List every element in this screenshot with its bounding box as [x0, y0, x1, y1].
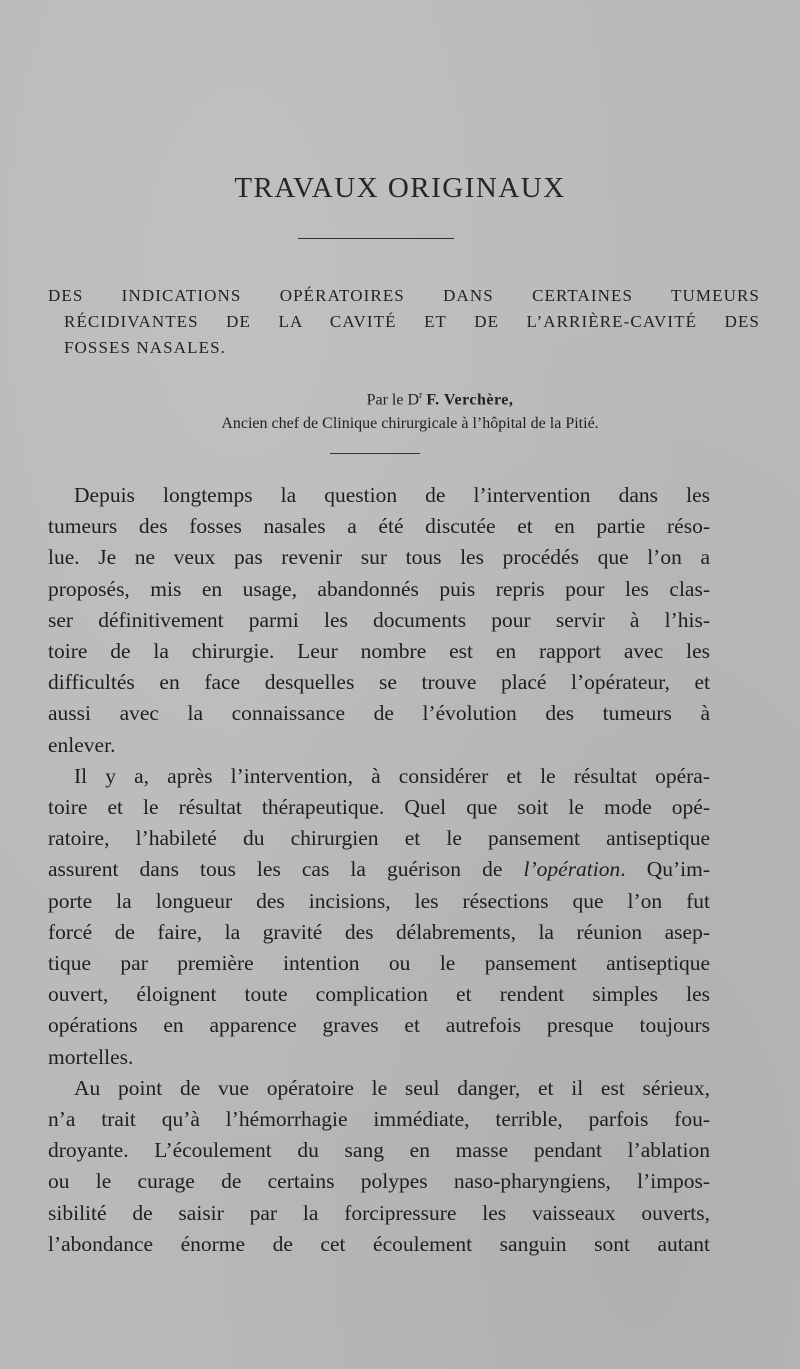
article-title-line: FOSSES NASALES.	[64, 338, 226, 357]
author-affiliation: Ancien chef de Clinique chirurgicale à l’hôpital de la Pitié.	[221, 415, 599, 433]
text-line: tique par première intention ou le pansement antiseptique	[48, 951, 710, 976]
byline-divider	[330, 453, 420, 454]
byline	[0, 384, 800, 436]
text-line: aussi avec la connaissance de l’évolution des tumeurs à	[48, 701, 710, 726]
article-title	[48, 283, 760, 361]
emphasized-term: l’opération	[523, 857, 621, 882]
byline-prefix: Par le D	[366, 391, 420, 409]
text-line: n’a trait qu’à l’hémorrhagie immédiate, terrible, parfois fou-	[48, 1107, 710, 1132]
text-line: Il y a, après l’intervention, à considérer et le résultat opéra-	[74, 763, 710, 788]
text-line: Au point de vue opératoire le seul danger, et il est sérieux,	[74, 1075, 710, 1100]
paragraph-3	[48, 1073, 710, 1260]
article-title-line: RÉCIDIVANTES DE LA CAVITÉ ET DE L’ARRIÈRE-CAVITÉ DES	[64, 312, 760, 331]
byline-prefix-sup: r	[419, 390, 423, 401]
paragraph-1	[48, 480, 710, 761]
text-segment: . Qu’im-	[620, 857, 711, 882]
text-line: toire et le résultat thérapeutique. Quel que soit le mode opé-	[48, 795, 710, 820]
text-line: ser définitivement parmi les documents pour servir à l’his-	[48, 607, 710, 632]
text-line: sibilité de saisir par la forcipressure les vaisseaux ouverts,	[48, 1200, 710, 1225]
text-line: porte la longueur des incisions, les résections que l’on fut	[48, 888, 710, 913]
text-line: enlever.	[48, 732, 116, 757]
text-line: ratoire, l’habileté du chirurgien et le pansement antiseptique	[48, 826, 710, 851]
byline-author-line	[0, 384, 800, 412]
text-line: lue. Je ne veux pas revenir sur tous les procédés que l’on a	[48, 545, 710, 570]
text-line: toire de la chirurgie. Leur nombre est en rapport avec les	[48, 639, 710, 664]
article-title-line: DES INDICATIONS OPÉRATOIRES DANS CERTAINES TUMEURS	[48, 286, 760, 305]
paragraph-2	[48, 761, 710, 1073]
text-line: droyante. L’écoulement du sang en masse pendant l’ablation	[48, 1138, 710, 1163]
text-line-with-emphasis	[48, 854, 710, 885]
text-segment: assurent dans tous les cas la guérison de	[48, 857, 524, 882]
author-name: F. Verchère,	[426, 391, 514, 409]
section-heading: TRAVAUX ORIGINAUX	[234, 172, 566, 204]
text-line: proposés, mis en usage, abandonnés puis repris pour les clas-	[48, 576, 710, 601]
text-line: l’abondance énorme de cet écoulement sanguin sont autant	[48, 1231, 710, 1256]
text-line: ou le curage de certains polypes naso-pharyngiens, l’impos-	[48, 1169, 710, 1194]
text-line: ouvert, éloignent toute complication et rendent simples les	[48, 982, 710, 1007]
text-line: opérations en apparence graves et autrefois presque toujours	[48, 1013, 710, 1038]
text-line: forcé de faire, la gravité des délabrements, la réunion asep-	[48, 919, 710, 944]
text-line: tumeurs des fosses nasales a été discutée et en partie réso-	[48, 514, 710, 539]
text-line: difficultés en face desquelles se trouve placé l’opérateur, et	[48, 670, 710, 695]
text-line: mortelles.	[48, 1044, 134, 1069]
text-line: Depuis longtemps la question de l’intervention dans les	[74, 483, 710, 507]
heading-divider	[298, 238, 454, 239]
article-body	[48, 480, 710, 1260]
